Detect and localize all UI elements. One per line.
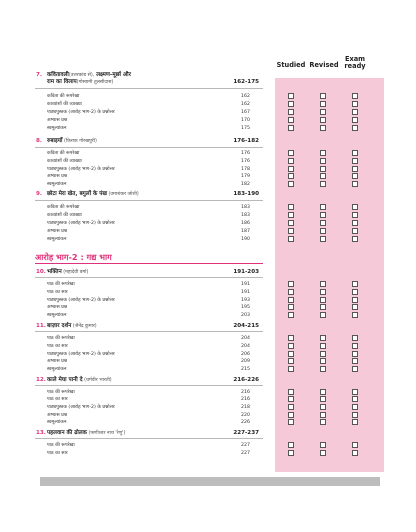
revised-checkbox[interactable]: [320, 396, 326, 402]
item-label: कविता की रूपरेखा: [47, 205, 80, 210]
item-page: 190: [241, 237, 250, 242]
exam-ready-checkbox[interactable]: [352, 419, 358, 425]
list-item: [47, 101, 250, 108]
chapter-title-line2: [36, 79, 259, 86]
chapter-pages: 216-226: [233, 377, 259, 383]
chapter-pages: 204-215: [233, 323, 259, 329]
item-page: 183: [241, 205, 250, 210]
item-page: 178: [241, 167, 250, 172]
list-item: [47, 212, 250, 219]
studied-checkbox[interactable]: [288, 351, 294, 357]
exam-ready-checkbox[interactable]: [352, 351, 358, 357]
studied-checkbox[interactable]: [288, 281, 294, 287]
item-label: अभ्यास प्रश्न: [47, 229, 68, 234]
list-item: [47, 220, 250, 227]
list-item: [47, 228, 250, 235]
studied-checkbox[interactable]: [288, 204, 294, 210]
chapter-author: (गोस्वामी तुलसीदास): [76, 80, 114, 85]
exam-ready-checkbox[interactable]: [352, 358, 358, 364]
list-item: [47, 117, 250, 124]
list-item: [47, 109, 250, 116]
item-label: पाठ का सार: [47, 290, 68, 295]
list-item: [47, 166, 250, 173]
studied-checkbox[interactable]: [288, 158, 294, 164]
chapter-pages: 183-190: [233, 191, 259, 197]
item-page: 209: [241, 359, 250, 364]
chapter-title: भक्तिन: [47, 269, 62, 275]
item-label: पाठ की रूपरेखा: [47, 390, 75, 395]
studied-checkbox[interactable]: [288, 389, 294, 395]
revised-checkbox[interactable]: [320, 351, 326, 357]
exam-ready-column-header: Exam ready: [344, 55, 366, 70]
item-page: 195: [241, 305, 250, 310]
chapter-number: 13.: [36, 430, 46, 436]
item-page: 215: [241, 367, 250, 372]
revised-checkbox[interactable]: [320, 181, 326, 187]
item-label: पाठ्यपुस्तक (आरोह भाग-2) के प्रश्नोत्तर: [47, 405, 115, 410]
item-page: 227: [241, 443, 250, 448]
item-page: 162: [241, 102, 250, 107]
chapter-number: 7.: [36, 72, 43, 78]
list-item: [47, 312, 250, 319]
list-item: [47, 181, 250, 188]
revised-checkbox[interactable]: [320, 204, 326, 210]
revised-checkbox[interactable]: [320, 93, 326, 99]
item-label: पाठ का सार: [47, 344, 68, 349]
item-label: पाठ्यपुस्तक (आरोह भाग-2) के प्रश्नोत्तर: [47, 221, 115, 226]
revised-checkbox[interactable]: [320, 281, 326, 287]
item-label: पाठ्यपुस्तक (आरोह भाग-2) के प्रश्नोत्तर: [47, 352, 115, 357]
studied-checkbox[interactable]: [288, 228, 294, 234]
list-item: [47, 125, 250, 132]
item-page: 227: [241, 451, 250, 456]
exam-ready-checkbox[interactable]: [352, 158, 358, 164]
item-label: काव्यांशों की व्याख्या: [47, 102, 82, 107]
item-label: पाठ्यपुस्तक (आरोह भाग-2) के प्रश्नोत्तर: [47, 110, 115, 115]
studied-checkbox[interactable]: [288, 419, 294, 425]
item-label: पाठ्यपुस्तक (आरोह भाग-2) के प्रश्नोत्तर: [47, 298, 115, 303]
chapter-divider: [35, 438, 263, 439]
exam-ready-checkbox[interactable]: [352, 236, 358, 242]
studied-checkbox[interactable]: [288, 109, 294, 115]
studied-checkbox[interactable]: [288, 125, 294, 131]
chapter-divider: [35, 277, 263, 278]
exam-ready-checkbox[interactable]: [352, 450, 358, 456]
section-divider: [35, 263, 263, 264]
exam-ready-checkbox[interactable]: [352, 442, 358, 448]
exam-ready-checkbox[interactable]: [352, 173, 358, 179]
revised-checkbox[interactable]: [320, 335, 326, 341]
exam-ready-checkbox[interactable]: [352, 281, 358, 287]
revised-checkbox[interactable]: [320, 450, 326, 456]
chapter-pages: 176-182: [233, 138, 259, 144]
revised-checkbox[interactable]: [320, 442, 326, 448]
revised-checkbox[interactable]: [320, 173, 326, 179]
studied-checkbox[interactable]: [288, 442, 294, 448]
item-page: 176: [241, 159, 250, 164]
list-item: [47, 343, 250, 350]
revised-checkbox[interactable]: [320, 236, 326, 242]
exam-ready-checkbox[interactable]: [352, 181, 358, 187]
chapter-divider: [35, 331, 263, 332]
exam-ready-checkbox[interactable]: [352, 404, 358, 410]
list-item: [47, 281, 250, 288]
item-label: काव्यांशों की व्याख्या: [47, 213, 82, 218]
chapter-heading: [36, 377, 259, 384]
list-item: [47, 236, 250, 243]
item-label: अभ्यास प्रश्न: [47, 118, 68, 123]
item-label: अभ्यास प्रश्न: [47, 174, 68, 179]
chapter-author: (जैनेंद्र कुमार): [71, 324, 97, 329]
item-label: स्वमूल्यांकन: [47, 420, 67, 425]
studied-checkbox[interactable]: [288, 220, 294, 226]
exam-ready-checkbox[interactable]: [352, 109, 358, 115]
revised-checkbox[interactable]: [320, 212, 326, 218]
item-page: 167: [241, 110, 250, 115]
revised-checkbox[interactable]: [320, 358, 326, 364]
studied-checkbox[interactable]: [288, 212, 294, 218]
studied-checkbox[interactable]: [288, 289, 294, 295]
chapter-title-cont: लक्ष्मण-मूर्छा और: [94, 72, 131, 78]
exam-ready-checkbox[interactable]: [352, 220, 358, 226]
item-label: अभ्यास प्रश्न: [47, 305, 68, 310]
item-page: 170: [241, 118, 250, 123]
revised-checkbox[interactable]: [320, 150, 326, 156]
chapter-title: राम का विलाप: [47, 79, 77, 85]
revised-checkbox[interactable]: [320, 125, 326, 131]
list-item: [47, 366, 250, 373]
list-item: [47, 442, 250, 449]
studied-checkbox[interactable]: [288, 304, 294, 310]
revised-checkbox[interactable]: [320, 109, 326, 115]
studied-checkbox[interactable]: [288, 358, 294, 364]
exam-ready-checkbox[interactable]: [352, 93, 358, 99]
exam-ready-checkbox[interactable]: [352, 304, 358, 310]
chapter-divider: [35, 200, 263, 201]
chapter-pages: 162-175: [233, 79, 259, 85]
item-page: 218: [241, 405, 250, 410]
revised-checkbox[interactable]: [320, 343, 326, 349]
exam-ready-checkbox[interactable]: [352, 150, 358, 156]
item-page: 182: [241, 182, 250, 187]
studied-checkbox[interactable]: [288, 343, 294, 349]
list-item: [47, 419, 250, 426]
exam-ready-checkbox[interactable]: [352, 412, 358, 418]
list-item: [47, 150, 250, 157]
studied-checkbox[interactable]: [288, 166, 294, 172]
chapter-author: (फ़िराक गोरखपुरी): [62, 139, 97, 144]
item-label: स्वमूल्यांकन: [47, 313, 67, 318]
revised-checkbox[interactable]: [320, 419, 326, 425]
section-heading: आरोह भाग-2 : गद्य भाग: [35, 252, 112, 262]
chapter-author: (धर्मवीर भारती): [82, 378, 112, 383]
chapter-heading: [36, 269, 259, 276]
list-item: [47, 351, 250, 358]
item-label: स्वमूल्यांकन: [47, 367, 67, 372]
exam-ready-checkbox[interactable]: [352, 212, 358, 218]
item-label: पाठ का सार: [47, 397, 68, 402]
list-item: [47, 389, 250, 396]
revised-checkbox[interactable]: [320, 366, 326, 372]
chapter-number: 9.: [36, 191, 43, 197]
chapter-title: कवितावली: [47, 72, 69, 78]
studied-checkbox[interactable]: [288, 181, 294, 187]
studied-checkbox[interactable]: [288, 404, 294, 410]
list-item: [47, 412, 250, 419]
exam-ready-checkbox[interactable]: [352, 204, 358, 210]
chapter-heading: [36, 72, 259, 86]
item-page: 206: [241, 352, 250, 357]
item-page: 175: [241, 126, 250, 131]
item-page: 220: [241, 413, 250, 418]
item-label: कविता की रूपरेखा: [47, 151, 80, 156]
revised-checkbox[interactable]: [320, 117, 326, 123]
chapter-title: रुबाइयाँ: [47, 138, 63, 144]
studied-checkbox[interactable]: [288, 117, 294, 123]
studied-checkbox[interactable]: [288, 101, 294, 107]
list-item: [47, 93, 250, 100]
exam-ready-checkbox[interactable]: [352, 125, 358, 131]
exam-ready-checkbox[interactable]: [352, 396, 358, 402]
item-label: स्वमूल्यांकन: [47, 182, 67, 187]
item-label: स्वमूल्यांकन: [47, 126, 67, 131]
revised-checkbox[interactable]: [320, 412, 326, 418]
exam-ready-checkbox[interactable]: [352, 297, 358, 303]
revised-checkbox[interactable]: [320, 297, 326, 303]
exam-ready-checkbox[interactable]: [352, 335, 358, 341]
chapter-number: 12.: [36, 377, 46, 383]
exam-ready-checkbox[interactable]: [352, 289, 358, 295]
chapter-number: 10.: [36, 269, 46, 275]
item-page: 193: [241, 298, 250, 303]
chapter-title: छोटा मेरा खेत, बगुलों के पंख: [47, 191, 107, 197]
chapter-number: 11.: [36, 323, 46, 329]
studied-checkbox[interactable]: [288, 297, 294, 303]
item-page: 183: [241, 213, 250, 218]
footer-bar: [40, 477, 380, 486]
exam-ready-checkbox[interactable]: [352, 312, 358, 318]
revised-checkbox[interactable]: [320, 312, 326, 318]
list-item: [47, 335, 250, 342]
item-label: अभ्यास प्रश्न: [47, 359, 68, 364]
studied-checkbox[interactable]: [288, 173, 294, 179]
item-page: 216: [241, 397, 250, 402]
revised-checkbox[interactable]: [320, 166, 326, 172]
revised-checkbox[interactable]: [320, 228, 326, 234]
chapter-pages: 191-203: [233, 269, 259, 275]
list-item: [47, 173, 250, 180]
list-item: [47, 304, 250, 311]
list-item: [47, 450, 250, 457]
exam-ready-checkbox[interactable]: [352, 343, 358, 349]
revised-column-header: Revised: [309, 61, 339, 69]
revised-checkbox[interactable]: [320, 389, 326, 395]
chapter-author: (फणीश्वर नाथ 'रेणु'): [86, 431, 126, 436]
item-label: पाठ की रूपरेखा: [47, 443, 75, 448]
chapter-number: 8.: [36, 138, 43, 144]
item-label: पाठ की रूपरेखा: [47, 282, 75, 287]
revised-checkbox[interactable]: [320, 101, 326, 107]
item-page: 216: [241, 390, 250, 395]
list-item: [47, 396, 250, 403]
revised-checkbox[interactable]: [320, 304, 326, 310]
item-page: 191: [241, 290, 250, 295]
chapter-divider: [35, 385, 263, 386]
studied-checkbox[interactable]: [288, 312, 294, 318]
revised-checkbox[interactable]: [320, 289, 326, 295]
studied-checkbox[interactable]: [288, 236, 294, 242]
item-label: अभ्यास प्रश्न: [47, 413, 68, 418]
chapter-heading: [36, 323, 259, 330]
list-item: [47, 204, 250, 211]
studied-checkbox[interactable]: [288, 396, 294, 402]
item-label: पाठ की रूपरेखा: [47, 336, 75, 341]
list-item: [47, 158, 250, 165]
list-item: [47, 358, 250, 365]
item-page: 162: [241, 94, 250, 99]
exam-ready-checkbox[interactable]: [352, 117, 358, 123]
chapter-author: (उत्तरकांड से),: [68, 73, 95, 78]
studied-checkbox[interactable]: [288, 335, 294, 341]
item-label: कविता की रूपरेखा: [47, 94, 80, 99]
item-page: 186: [241, 221, 250, 226]
list-item: [47, 297, 250, 304]
chapter-divider: [35, 147, 263, 148]
studied-checkbox[interactable]: [288, 366, 294, 372]
chapter-author: (महादेवी वर्मा): [61, 270, 89, 275]
item-label: पाठ्यपुस्तक (आरोह भाग-2) के प्रश्नोत्तर: [47, 167, 115, 172]
exam-ready-checkbox[interactable]: [352, 166, 358, 172]
exam-ready-checkbox[interactable]: [352, 366, 358, 372]
item-page: 226: [241, 420, 250, 425]
studied-checkbox[interactable]: [288, 93, 294, 99]
chapter-pages: 227-237: [233, 430, 259, 436]
exam-ready-checkbox[interactable]: [352, 228, 358, 234]
item-label: स्वमूल्यांकन: [47, 237, 67, 242]
chapter-heading: [36, 191, 259, 198]
chapter-title: काले मेघा पानी दे: [47, 377, 83, 383]
item-page: 204: [241, 336, 250, 341]
revised-checkbox[interactable]: [320, 404, 326, 410]
item-page: 191: [241, 282, 250, 287]
list-item: [47, 404, 250, 411]
list-item: [47, 289, 250, 296]
item-label: पाठ का सार: [47, 451, 68, 456]
chapter-heading: [36, 430, 259, 437]
exam-ready-checkbox[interactable]: [352, 389, 358, 395]
chapter-author: (उमाशंकर जोशी): [106, 192, 139, 197]
item-page: 176: [241, 151, 250, 156]
chapter-title: पहलवान की ढोलक: [47, 430, 87, 436]
studied-checkbox[interactable]: [288, 450, 294, 456]
chapter-title: बाज़ार दर्शन: [47, 323, 72, 329]
item-page: 179: [241, 174, 250, 179]
item-label: काव्यांशों की व्याख्या: [47, 159, 82, 164]
item-page: 187: [241, 229, 250, 234]
item-page: 203: [241, 313, 250, 318]
revised-checkbox[interactable]: [320, 220, 326, 226]
exam-ready-checkbox[interactable]: [352, 101, 358, 107]
revised-checkbox[interactable]: [320, 158, 326, 164]
item-page: 204: [241, 344, 250, 349]
studied-checkbox[interactable]: [288, 412, 294, 418]
studied-checkbox[interactable]: [288, 150, 294, 156]
studied-column-header: Studied: [276, 61, 306, 69]
chapter-heading: [36, 138, 259, 145]
chapter-divider: [35, 88, 263, 89]
